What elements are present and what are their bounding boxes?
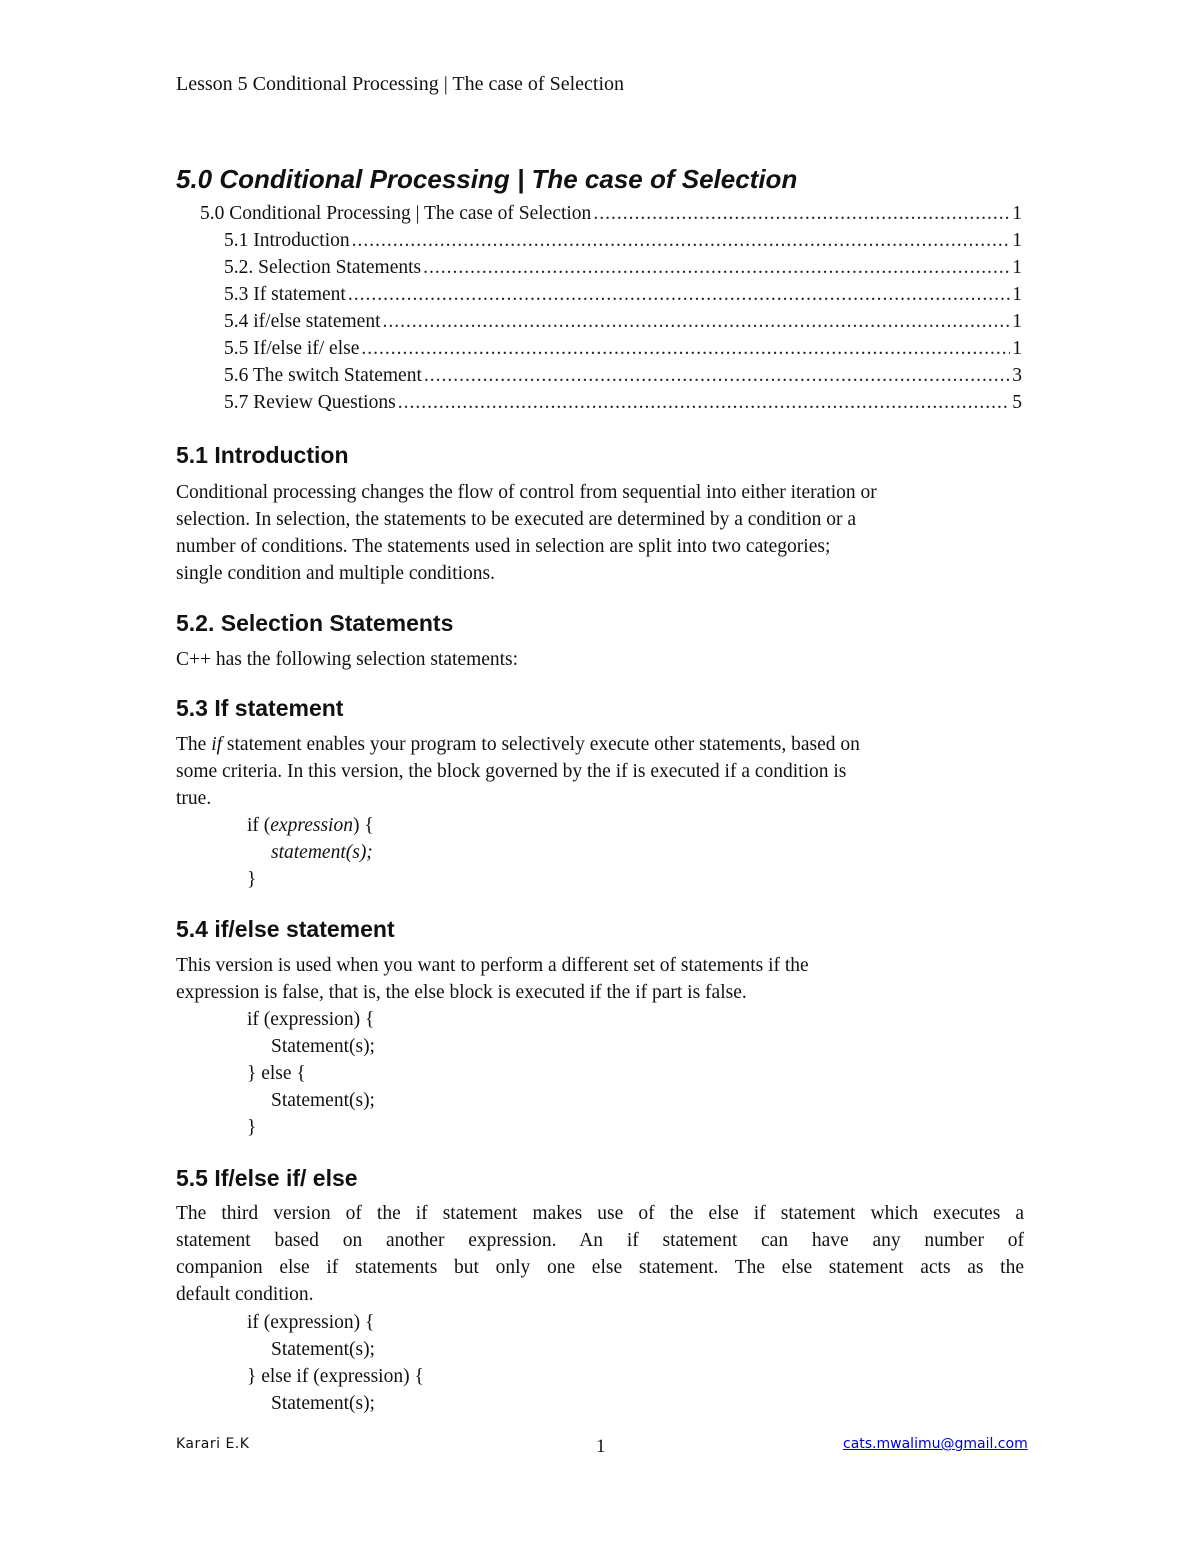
toc-entry-label: 5.5 If/else if/ else bbox=[224, 338, 360, 359]
else-if-code-block bbox=[247, 1309, 424, 1417]
if-else-code-block bbox=[247, 1006, 375, 1141]
toc-entry-label: 5.3 If statement bbox=[224, 284, 346, 305]
text-line: number of conditions. The statements used in selection are split into two categories; bbox=[176, 536, 831, 557]
if-statement-paragraph bbox=[176, 731, 1024, 812]
toc-entry-label: 5.0 Conditional Processing | The case of Selection bbox=[200, 203, 592, 224]
code-line bbox=[247, 812, 374, 839]
text-fragment: statement enables your program to selectively execute other statements, based on bbox=[222, 734, 860, 755]
toc-leader bbox=[593, 203, 1010, 225]
text-line: companion else if statements but only one else statement. The else statement acts as the bbox=[176, 1257, 1024, 1278]
toc-leader bbox=[424, 365, 1010, 387]
toc-entry-page: 1 bbox=[1012, 257, 1022, 278]
footer-email-link[interactable]: cats.mwalimu@gmail.com bbox=[843, 1436, 1028, 1452]
toc-entry-page: 1 bbox=[1012, 230, 1022, 251]
text-line: expression is false, that is, the else block is executed if the if part is false. bbox=[176, 982, 747, 1003]
toc-entry-page: 1 bbox=[1012, 284, 1022, 305]
toc-entry[interactable] bbox=[176, 203, 1022, 230]
page-title: 5.0 Conditional Processing | The case of Selection bbox=[176, 164, 798, 194]
toc-leader bbox=[398, 392, 1011, 414]
toc-leader bbox=[348, 284, 1010, 306]
text-line bbox=[176, 731, 1024, 758]
text-fragment: The bbox=[176, 734, 212, 755]
code-line: } bbox=[247, 869, 257, 890]
toc-leader bbox=[352, 230, 1011, 252]
code-placeholder: statement(s); bbox=[271, 842, 373, 863]
code-fragment: ) { bbox=[352, 815, 374, 836]
code-line: } else { bbox=[247, 1063, 306, 1084]
code-line: Statement(s); bbox=[271, 1393, 375, 1414]
toc-entry-page: 1 bbox=[1012, 311, 1022, 332]
toc-entry-label: 5.7 Review Questions bbox=[224, 392, 396, 413]
code-line: Statement(s); bbox=[271, 1036, 375, 1057]
toc-entry-label: 5.2. Selection Statements bbox=[224, 257, 422, 278]
toc-entry-page: 1 bbox=[1012, 203, 1022, 224]
toc-entry[interactable] bbox=[176, 311, 1022, 338]
toc-entry-page: 3 bbox=[1012, 365, 1022, 386]
if-code-block bbox=[247, 812, 374, 893]
toc-entry-label: 5.1 Introduction bbox=[224, 230, 350, 251]
toc-entry[interactable] bbox=[176, 338, 1022, 365]
toc-entry[interactable] bbox=[176, 392, 1022, 419]
toc-leader bbox=[361, 338, 1010, 360]
toc-entry-label: 5.6 The switch Statement bbox=[224, 365, 422, 386]
text-line: some criteria. In this version, the block governed by the if is executed if a condition is bbox=[176, 761, 847, 782]
toc-entry-page: 1 bbox=[1012, 338, 1022, 359]
keyword-if: if bbox=[211, 734, 223, 755]
toc-entry[interactable] bbox=[176, 230, 1022, 257]
section-heading-if-statement: 5.3 If statement bbox=[176, 695, 344, 721]
section-heading-introduction: 5.1 Introduction bbox=[176, 442, 349, 468]
code-line: if (expression) { bbox=[247, 1312, 375, 1333]
section-heading-if-else: 5.4 if/else statement bbox=[176, 916, 395, 942]
footer-author: Karari E.K bbox=[176, 1436, 250, 1452]
code-fragment: if ( bbox=[247, 815, 271, 836]
text-line: single condition and multiple conditions. bbox=[176, 563, 496, 584]
code-line bbox=[247, 839, 374, 866]
section-heading-selection-statements: 5.2. Selection Statements bbox=[176, 610, 454, 636]
text-line: C++ has the following selection statements: bbox=[176, 649, 519, 670]
toc-leader bbox=[383, 311, 1011, 333]
text-line: true. bbox=[176, 788, 212, 809]
text-line: selection. In selection, the statements to be executed are determined by a condition or a bbox=[176, 509, 857, 530]
else-if-paragraph bbox=[176, 1200, 1024, 1308]
text-line: statement based on another expression. An if statement can have any number of bbox=[176, 1230, 1024, 1251]
text-line: This version is used when you want to perform a different set of statements if the bbox=[176, 955, 809, 976]
toc-entry-page: 5 bbox=[1012, 392, 1022, 413]
toc-entry-label: 5.4 if/else statement bbox=[224, 311, 381, 332]
text-line: default condition. bbox=[176, 1284, 314, 1305]
text-line: The third version of the if statement makes use of the else if statement which executes a bbox=[176, 1203, 1024, 1224]
code-line: if (expression) { bbox=[247, 1009, 375, 1030]
table-of-contents bbox=[176, 203, 1022, 419]
toc-leader bbox=[423, 257, 1010, 279]
text-line: Conditional processing changes the flow of control from sequential into either iteration or bbox=[176, 482, 877, 503]
if-else-paragraph bbox=[176, 952, 1024, 1006]
section-heading-else-if: 5.5 If/else if/ else bbox=[176, 1165, 358, 1191]
footer-page-number: 1 bbox=[596, 1436, 606, 1457]
selection-paragraph bbox=[176, 646, 1024, 673]
code-line: } else if (expression) { bbox=[247, 1366, 424, 1387]
code-line: } bbox=[247, 1117, 257, 1138]
code-placeholder: expression bbox=[270, 815, 353, 836]
introduction-paragraph bbox=[176, 479, 1024, 587]
toc-entry[interactable] bbox=[176, 257, 1022, 284]
toc-entry[interactable] bbox=[176, 365, 1022, 392]
running-header: Lesson 5 Conditional Processing | The case of Selection bbox=[176, 73, 624, 95]
code-line: Statement(s); bbox=[271, 1339, 375, 1360]
code-line: Statement(s); bbox=[271, 1090, 375, 1111]
toc-entry[interactable] bbox=[176, 284, 1022, 311]
